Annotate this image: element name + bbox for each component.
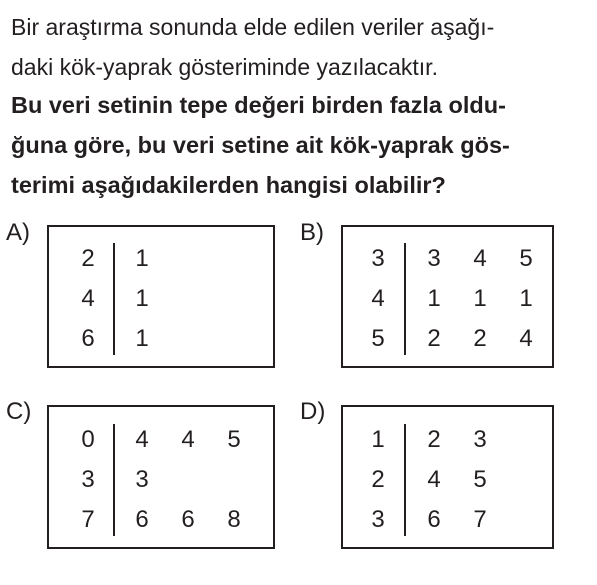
option-b-leaf: 2 (427, 325, 441, 352)
intro-line-1: Bir araştırma sonunda elde edilen veriler aşağı- (11, 14, 495, 40)
option-c-leaf: 6 (181, 506, 195, 533)
option-d-leaf: 3 (473, 426, 487, 453)
option-d-stem: 1 (371, 426, 385, 453)
option-c-leaf: 5 (227, 426, 241, 453)
option-b-leaf: 1 (427, 285, 441, 312)
option-a-leaf: 1 (135, 245, 149, 272)
option-c-leaf: 4 (181, 426, 195, 453)
option-b-leaf: 2 (473, 325, 487, 352)
option-b-divider (404, 243, 406, 355)
option-b-leaf: 1 (519, 285, 533, 312)
option-c-letter[interactable]: C) (6, 398, 32, 425)
option-b-stem: 5 (371, 325, 385, 352)
option-a-stem: 2 (81, 245, 95, 272)
option-b-stem: 3 (371, 245, 385, 272)
option-c-stem: 0 (81, 426, 95, 453)
option-a-leaf: 1 (135, 325, 149, 352)
option-c-stem-leaf-box[interactable] (47, 405, 275, 549)
option-c-stem: 3 (81, 466, 95, 493)
option-d-stem-leaf-box[interactable] (341, 405, 554, 549)
option-d-leaf: 2 (427, 426, 441, 453)
option-c-divider (113, 424, 115, 536)
question-line-3: terimi aşağıdakilerden hangisi olabilir? (11, 172, 446, 198)
option-b-leaf: 4 (473, 245, 487, 272)
option-d-leaf: 7 (473, 506, 487, 533)
option-c-leaf: 4 (135, 426, 149, 453)
intro-line-2: daki kök-yaprak gösteriminde yazılacaktır. (11, 54, 438, 80)
option-c-leaf: 8 (227, 506, 241, 533)
option-b-stem-leaf-box[interactable] (341, 225, 554, 368)
option-d-leaf: 5 (473, 466, 487, 493)
option-d-stem: 3 (371, 506, 385, 533)
option-d-leaf: 4 (427, 466, 441, 493)
option-b-leaf: 4 (519, 325, 533, 352)
option-c-stem: 7 (81, 506, 95, 533)
option-b-leaf: 5 (519, 245, 533, 272)
option-b-stem: 4 (371, 285, 385, 312)
option-a-divider (113, 243, 115, 355)
option-c-leaf: 3 (135, 466, 149, 493)
question-line-1: Bu veri setinin tepe değeri birden fazla oldu- (11, 92, 506, 118)
question-line-2: ğuna göre, bu veri setine ait kök-yaprak gös- (11, 132, 510, 158)
option-a-letter[interactable]: A) (6, 219, 30, 246)
option-c-leaf: 6 (135, 506, 149, 533)
option-b-leaf: 3 (427, 245, 441, 272)
option-a-stem: 6 (81, 325, 95, 352)
option-d-stem: 2 (371, 466, 385, 493)
option-a-leaf: 1 (135, 285, 149, 312)
option-d-letter[interactable]: D) (300, 398, 326, 425)
option-b-letter[interactable]: B) (300, 219, 324, 246)
option-d-divider (404, 424, 406, 536)
option-b-leaf: 1 (473, 285, 487, 312)
option-a-stem-leaf-box[interactable] (47, 225, 275, 368)
option-d-leaf: 6 (427, 506, 441, 533)
option-a-stem: 4 (81, 285, 95, 312)
